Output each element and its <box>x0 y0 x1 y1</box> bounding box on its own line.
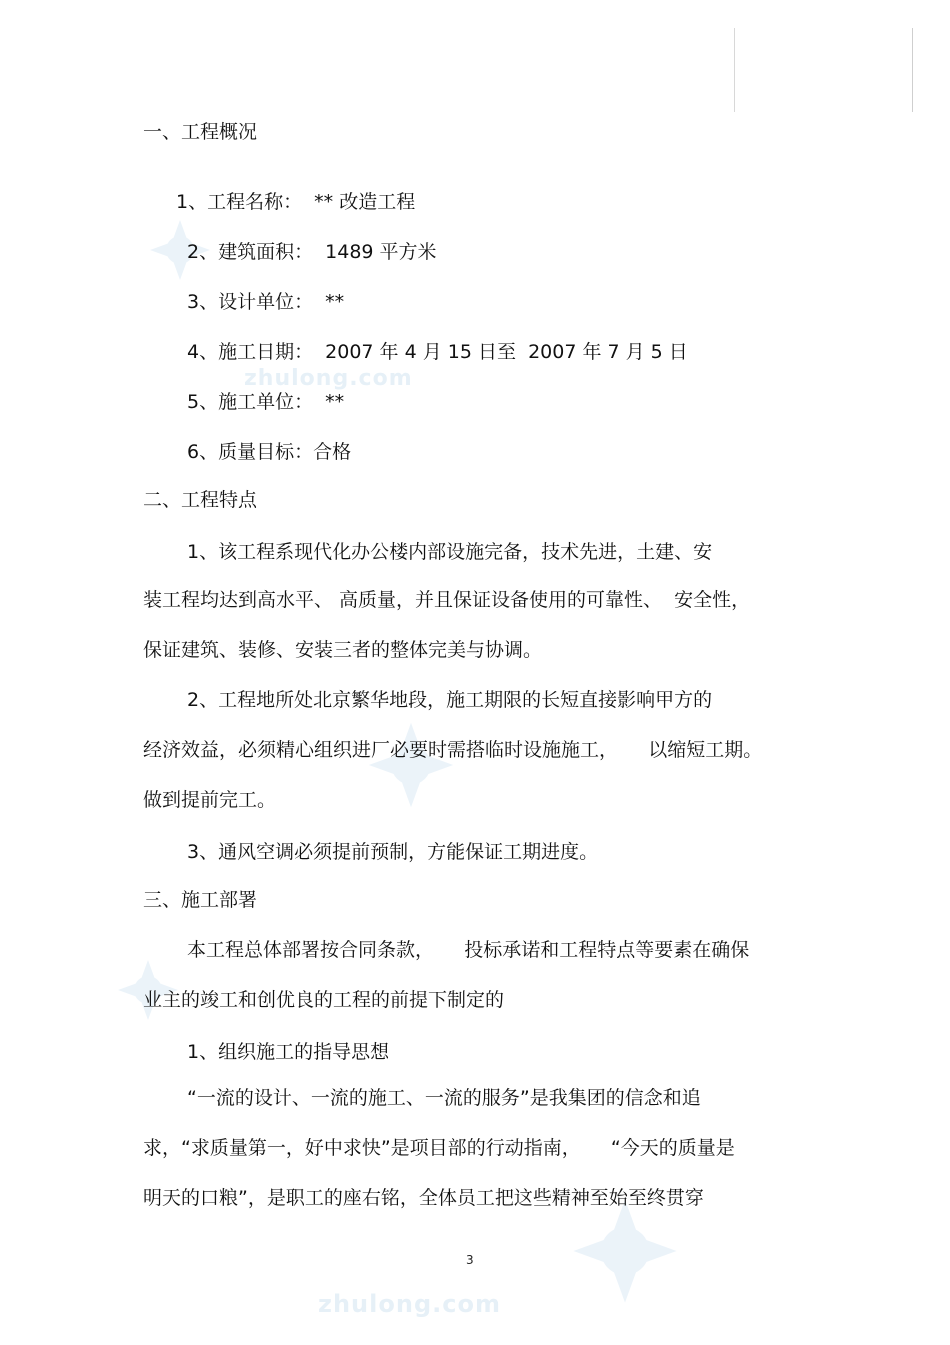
list-item: 5、施工单位： ** <box>187 391 345 413</box>
list-item: 6、质量目标：合格 <box>187 441 352 463</box>
paragraph-line: 求，“求质量第一，好中求快”是项目部的行动指南， “今天的质量是 <box>143 1137 735 1159</box>
section-heading: 二、工程特点 <box>143 489 258 511</box>
subsection-heading: 1、组织施工的指导思想 <box>187 1041 390 1063</box>
margin-rule <box>734 28 735 112</box>
watermark-text: zhulong.com <box>318 1290 501 1318</box>
page-number: 3 <box>466 1253 474 1267</box>
list-item: 2、建筑面积： 1489 平方米 <box>187 241 437 263</box>
margin-rule <box>912 28 913 112</box>
watermark-logo-icon <box>366 720 456 810</box>
section-heading: 一、工程概况 <box>143 121 258 143</box>
list-item: 4、施工日期： 2007 年 4 月 15 日至 2007 年 7 月 5 日 <box>187 341 688 363</box>
paragraph-line: 明天的口粮”，是职工的座右铭，全体员工把这些精神至始至终贯穿 <box>143 1187 704 1209</box>
paragraph-line: 1、该工程系现代化办公楼内部设施完备，技术先进，土建、安 <box>187 541 713 563</box>
paragraph-line: 2、工程地所处北京繁华地段，施工期限的长短直接影响甲方的 <box>187 689 713 711</box>
paragraph-line: “一流的设计、一流的施工、一流的服务”是我集团的信念和追 <box>187 1087 701 1109</box>
paragraph-line: 保证建筑、装修、安装三者的整体完美与协调。 <box>143 639 543 661</box>
list-item: 1、工程名称： ** 改造工程 <box>176 191 416 213</box>
paragraph-line: 做到提前完工。 <box>143 789 277 811</box>
paragraph-line: 经济效益，必须精心组织进厂必要时需搭临时设施施工， 以缩短工期。 <box>143 739 763 761</box>
section-heading: 三、施工部署 <box>143 889 258 911</box>
list-item: 3、设计单位： ** <box>187 291 345 313</box>
paragraph-line: 业主的竣工和创优良的工程的前提下制定的 <box>143 989 505 1011</box>
watermark-text: zhulong.com <box>244 366 413 391</box>
paragraph-line: 装工程均达到高水平、 高质量，并且保证设备使用的可靠性、 安全性， <box>143 589 751 611</box>
paragraph-line: 本工程总体部署按合同条款， 投标承诺和工程特点等要素在确保 <box>187 939 750 961</box>
watermark-logo-icon <box>570 1196 680 1306</box>
paragraph-line: 3、通风空调必须提前预制，方能保证工期进度。 <box>187 841 599 863</box>
